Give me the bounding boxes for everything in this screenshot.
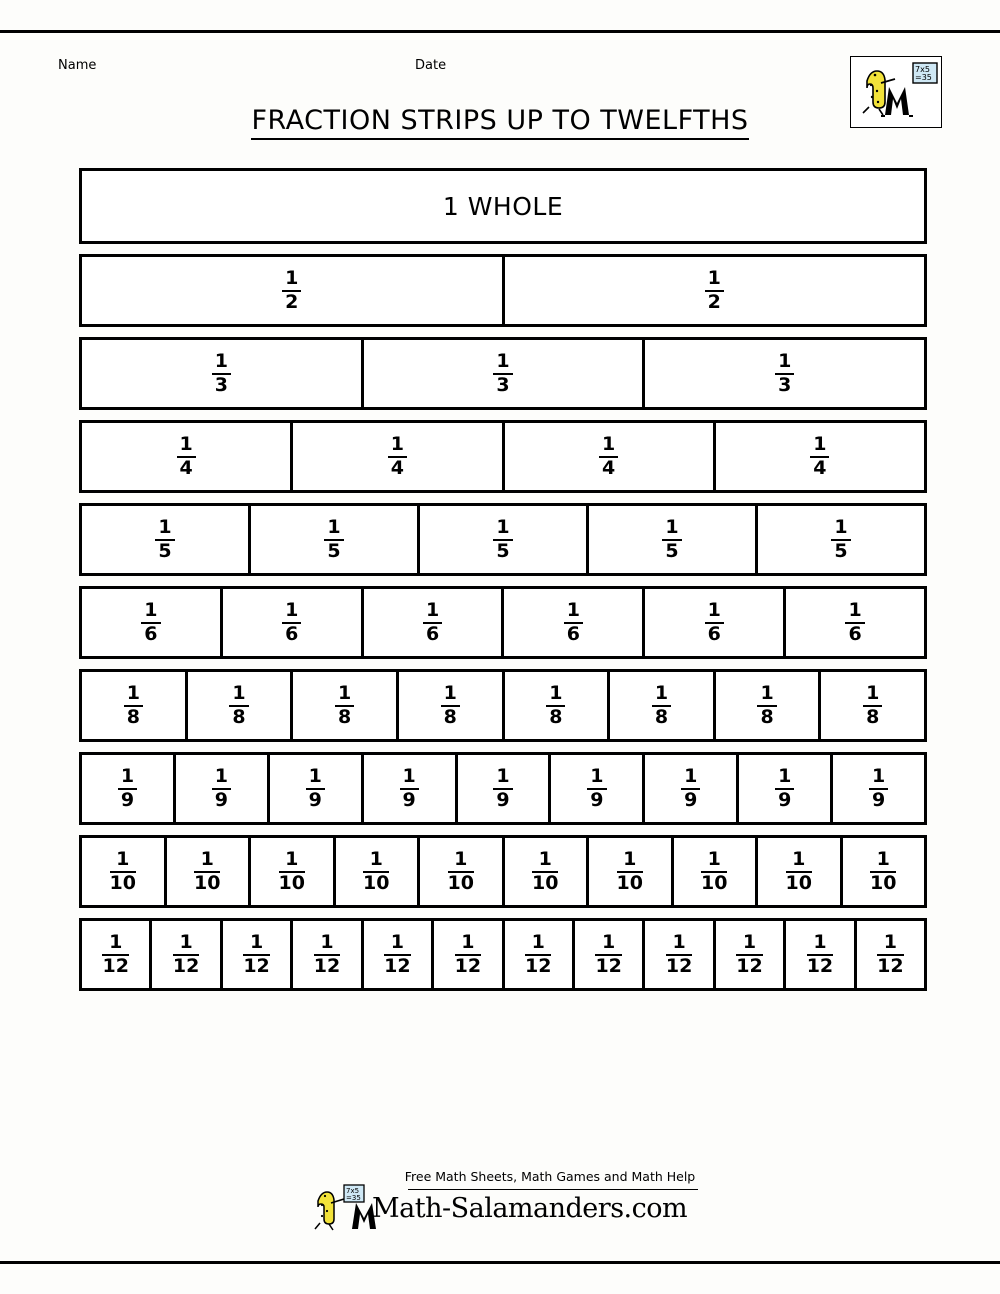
page-title (0, 105, 1000, 136)
fraction (869, 764, 888, 811)
date-label: Date (415, 58, 447, 73)
fraction-denominator: 6 (848, 622, 862, 645)
fraction (806, 930, 834, 977)
fraction (870, 847, 897, 894)
strip-cell (758, 838, 843, 905)
fraction-numerator: 1 (705, 269, 724, 292)
fraction-numerator: 1 (532, 850, 558, 873)
strip-cell (645, 340, 924, 407)
fraction (532, 847, 559, 894)
fraction (775, 764, 794, 811)
fraction-denominator: 9 (496, 788, 510, 811)
strip-cell (82, 589, 223, 656)
fraction (388, 432, 407, 479)
fraction (845, 598, 864, 645)
fraction (441, 681, 460, 728)
fraction-denominator: 2 (707, 290, 721, 313)
fraction-denominator: 5 (665, 539, 679, 562)
fraction-numerator: 1 (423, 601, 442, 624)
fraction-denominator: 4 (602, 456, 616, 479)
fraction-denominator: 12 (313, 954, 341, 977)
fraction (155, 515, 174, 562)
fraction-denominator: 12 (172, 954, 200, 977)
fraction-strip-sixths (79, 586, 927, 659)
fraction-numerator: 1 (807, 933, 833, 956)
strip-cell (610, 672, 716, 739)
fraction-denominator: 12 (736, 954, 763, 977)
fraction-strip-fourths (79, 420, 927, 493)
strip-cell (458, 755, 552, 822)
fraction-numerator: 1 (177, 435, 196, 458)
strip-cell (82, 672, 188, 739)
strip-cell (82, 423, 293, 490)
fraction (102, 930, 129, 977)
strip-cell (833, 755, 924, 822)
fraction-denominator: 10 (870, 871, 897, 894)
strip-cell (420, 838, 505, 905)
fraction-denominator: 4 (390, 456, 404, 479)
fraction-denominator: 5 (158, 539, 172, 562)
fraction-numerator: 1 (194, 850, 220, 873)
strip-cell (589, 506, 758, 573)
fraction-denominator: 9 (871, 788, 886, 811)
fraction (194, 847, 221, 894)
fraction-denominator: 8 (549, 705, 563, 728)
fraction-denominator: 10 (109, 871, 136, 894)
fraction-denominator: 6 (285, 622, 299, 645)
fraction (705, 598, 724, 645)
fraction-denominator: 9 (308, 788, 322, 811)
strip-cell (82, 257, 505, 324)
strip-cell (336, 838, 421, 905)
fraction (306, 764, 325, 811)
fraction-denominator: 12 (525, 954, 552, 977)
fraction-denominator: 10 (363, 871, 390, 894)
fraction-numerator: 1 (243, 933, 269, 956)
strip-cell (167, 838, 252, 905)
page-bottom-rule (0, 1261, 1000, 1264)
footer-badge-line2: =35 (346, 1194, 361, 1202)
name-label: Name (58, 58, 97, 73)
fraction-numerator: 1 (877, 933, 903, 956)
fraction-numerator: 1 (212, 352, 231, 375)
fraction-numerator: 1 (335, 684, 354, 707)
fraction (564, 598, 583, 645)
strip-cell (551, 755, 645, 822)
fraction-numerator: 1 (282, 601, 301, 624)
fraction-denominator: 3 (778, 373, 792, 396)
fraction-denominator: 9 (778, 788, 792, 811)
worksheet-header (58, 58, 942, 82)
logo-badge-line1: 7x5 (915, 65, 930, 74)
strip-cell (505, 672, 611, 739)
strip-cell (270, 755, 364, 822)
strip-cell (364, 755, 458, 822)
fraction-denominator: 9 (684, 788, 698, 811)
fraction-numerator: 1 (384, 933, 410, 956)
fraction-denominator: 10 (701, 871, 728, 894)
strip-cell (505, 838, 590, 905)
fraction-strip-twelfths (79, 918, 927, 991)
fraction-numerator: 1 (775, 352, 794, 375)
fraction (493, 515, 512, 562)
fraction-denominator: 8 (654, 705, 669, 728)
strip-cell (505, 257, 925, 324)
fraction-denominator: 8 (337, 705, 352, 728)
strip-cell (575, 921, 645, 988)
fraction-strips (79, 168, 927, 1001)
fraction-numerator: 1 (493, 352, 512, 375)
fraction (736, 930, 763, 977)
fraction-strip-ninths (79, 752, 927, 825)
whole-label: 1 WHOLE (442, 191, 564, 221)
fraction (701, 847, 728, 894)
fraction-denominator: 9 (402, 788, 416, 811)
fraction-numerator: 1 (279, 850, 305, 873)
strip-cell (223, 921, 293, 988)
footer-site-name: Math-Salamanders.com (372, 1193, 688, 1224)
strip-cell (251, 506, 420, 573)
strip-cell (293, 921, 363, 988)
fraction (313, 930, 341, 977)
strip-cell (223, 589, 364, 656)
strip-cell (364, 589, 505, 656)
fraction (109, 847, 136, 894)
strip-cell (188, 672, 294, 739)
strip-cell (716, 672, 822, 739)
fraction-numerator: 1 (124, 684, 143, 707)
strip-cell (645, 589, 786, 656)
fraction-numerator: 1 (666, 933, 692, 956)
fraction (705, 266, 724, 313)
fraction-denominator: 10 (785, 871, 812, 894)
fraction-denominator: 12 (877, 954, 904, 977)
fraction (493, 764, 512, 811)
strip-cell (420, 506, 589, 573)
fraction-numerator: 1 (681, 767, 700, 790)
fraction-denominator: 9 (120, 788, 135, 811)
fraction-denominator: 4 (179, 456, 193, 479)
fraction-numerator: 1 (845, 601, 864, 624)
fraction (172, 930, 200, 977)
fraction-numerator: 1 (595, 933, 621, 956)
fraction-strip-whole (79, 168, 927, 244)
fraction-denominator: 8 (126, 705, 140, 728)
fraction-denominator: 5 (327, 539, 341, 562)
fraction-numerator: 1 (118, 767, 137, 790)
fraction-numerator: 1 (757, 684, 776, 707)
fraction (595, 930, 622, 977)
fraction-numerator: 1 (786, 850, 812, 873)
fraction-denominator: 5 (834, 539, 848, 562)
fraction (229, 681, 248, 728)
fraction-numerator: 1 (314, 933, 340, 956)
fraction (493, 349, 512, 396)
fraction-denominator: 4 (813, 456, 827, 479)
fraction-numerator: 1 (102, 933, 128, 956)
fraction (278, 847, 305, 894)
fraction (587, 764, 606, 811)
fraction-numerator: 1 (141, 601, 160, 624)
fraction (243, 930, 270, 977)
fraction-denominator: 6 (566, 622, 581, 645)
fraction-denominator: 12 (102, 954, 129, 977)
fraction-numerator: 1 (110, 850, 136, 873)
fraction-strip-fifths (79, 503, 927, 576)
worksheet-footer (0, 1165, 1000, 1239)
fraction-numerator: 1 (173, 933, 199, 956)
footer-tagline: Free Math Sheets, Math Games and Math Help (404, 1169, 696, 1184)
fraction (423, 598, 442, 645)
fraction-denominator: 8 (232, 705, 246, 728)
fraction-denominator: 12 (243, 954, 270, 977)
strip-cell (82, 340, 364, 407)
fraction-numerator: 1 (701, 850, 727, 873)
fraction-numerator: 1 (455, 933, 481, 956)
strip-cell (399, 672, 505, 739)
fraction-denominator: 3 (214, 373, 228, 396)
fraction-denominator: 12 (454, 954, 482, 977)
fraction-denominator: 6 (425, 622, 440, 645)
fraction-numerator: 1 (810, 435, 829, 458)
strip-cell (716, 423, 924, 490)
fraction-numerator: 1 (546, 684, 565, 707)
fraction-numerator: 1 (705, 601, 724, 624)
fraction-denominator: 10 (278, 871, 305, 894)
fraction-denominator: 3 (496, 373, 510, 396)
strip-cell (786, 921, 856, 988)
strip-cell (739, 755, 833, 822)
logo-badge-line2: =35 (915, 73, 932, 82)
fraction (324, 515, 343, 562)
fraction-denominator: 12 (806, 954, 834, 977)
fraction (525, 930, 552, 977)
fraction-numerator: 1 (652, 684, 671, 707)
fraction (212, 764, 231, 811)
fraction-numerator: 1 (282, 269, 301, 292)
fraction-denominator: 8 (866, 705, 880, 728)
fraction (662, 515, 681, 562)
strip-cell (645, 921, 715, 988)
fraction-denominator: 8 (443, 705, 457, 728)
fraction-strip-eighths (79, 669, 927, 742)
strip-cell (82, 921, 152, 988)
fraction (877, 930, 904, 977)
fraction-numerator: 1 (448, 850, 474, 873)
fraction-denominator: 2 (285, 290, 299, 313)
fraction (785, 847, 812, 894)
fraction-denominator: 10 (447, 871, 474, 894)
strip-cell (505, 921, 575, 988)
fraction-numerator: 1 (324, 518, 343, 541)
fraction (863, 681, 882, 728)
strip-cell (645, 755, 739, 822)
fraction-numerator: 1 (564, 601, 583, 624)
fraction-strip-tenths (79, 835, 927, 908)
strip-cell (786, 589, 924, 656)
footer-divider (408, 1189, 698, 1190)
strip-cell (843, 838, 925, 905)
fraction (124, 681, 143, 728)
fraction (454, 930, 482, 977)
fraction (681, 764, 700, 811)
strip-cell (293, 423, 504, 490)
fraction-numerator: 1 (441, 684, 460, 707)
fraction (665, 930, 693, 977)
fraction-denominator: 10 (532, 871, 559, 894)
fraction (447, 847, 474, 894)
fraction (335, 681, 354, 728)
fraction-denominator: 9 (590, 788, 604, 811)
fraction-numerator: 1 (587, 767, 606, 790)
fraction (212, 349, 231, 396)
fraction-numerator: 1 (736, 933, 762, 956)
fraction-denominator: 12 (384, 954, 411, 977)
fraction-numerator: 1 (229, 684, 248, 707)
fraction-numerator: 1 (863, 684, 882, 707)
fraction-denominator: 10 (616, 871, 643, 894)
fraction (775, 349, 794, 396)
fraction-denominator: 8 (760, 705, 774, 728)
fraction (757, 681, 776, 728)
fraction-numerator: 1 (870, 850, 896, 873)
strip-cell (82, 755, 176, 822)
footer-badge-line1: 7x5 (346, 1187, 360, 1195)
fraction-denominator: 10 (194, 871, 221, 894)
strip-cell (758, 506, 924, 573)
strip-cell (364, 340, 646, 407)
fraction-numerator: 1 (493, 518, 512, 541)
fraction-numerator: 1 (388, 435, 407, 458)
fraction-numerator: 1 (775, 767, 794, 790)
fraction (546, 681, 565, 728)
strip-cell (857, 921, 924, 988)
strip-cell (82, 171, 924, 241)
fraction-numerator: 1 (525, 933, 551, 956)
strip-cell (152, 921, 222, 988)
strip-cell (364, 921, 434, 988)
fraction-numerator: 1 (599, 435, 618, 458)
fraction-denominator: 9 (214, 788, 228, 811)
fraction-numerator: 1 (493, 767, 512, 790)
fraction-numerator: 1 (662, 518, 681, 541)
fraction-numerator: 1 (363, 850, 389, 873)
fraction-strip-thirds (79, 337, 927, 410)
fraction-numerator: 1 (869, 767, 888, 790)
fraction-denominator: 5 (496, 539, 510, 562)
strip-cell (505, 423, 716, 490)
fraction (810, 432, 829, 479)
strip-cell (589, 838, 674, 905)
fraction-numerator: 1 (306, 767, 325, 790)
strip-cell (82, 506, 251, 573)
fraction-denominator: 6 (707, 622, 721, 645)
fraction (831, 515, 850, 562)
strip-cell (251, 838, 336, 905)
fraction-denominator: 6 (144, 622, 158, 645)
fraction (363, 847, 390, 894)
strip-cell (82, 838, 167, 905)
fraction (118, 764, 137, 811)
fraction (282, 266, 301, 313)
fraction-denominator: 12 (595, 954, 622, 977)
fraction (652, 681, 671, 728)
strip-cell (674, 838, 759, 905)
fraction-denominator: 12 (665, 954, 693, 977)
fraction-numerator: 1 (617, 850, 643, 873)
strip-cell (434, 921, 504, 988)
fraction-numerator: 1 (400, 767, 419, 790)
strip-cell (821, 672, 924, 739)
fraction (282, 598, 301, 645)
fraction (400, 764, 419, 811)
page-top-rule (0, 30, 1000, 33)
fraction (599, 432, 618, 479)
fraction (616, 847, 643, 894)
fraction (384, 930, 411, 977)
fraction-strip-halves (79, 254, 927, 327)
strip-cell (176, 755, 270, 822)
fraction (141, 598, 160, 645)
page-title-text: FRACTION STRIPS UP TO TWELFTHS (251, 105, 748, 140)
fraction (177, 432, 196, 479)
strip-cell (504, 589, 645, 656)
fraction-numerator: 1 (831, 518, 850, 541)
strip-cell (716, 921, 786, 988)
fraction-numerator: 1 (155, 518, 174, 541)
fraction-numerator: 1 (212, 767, 231, 790)
strip-cell (293, 672, 399, 739)
